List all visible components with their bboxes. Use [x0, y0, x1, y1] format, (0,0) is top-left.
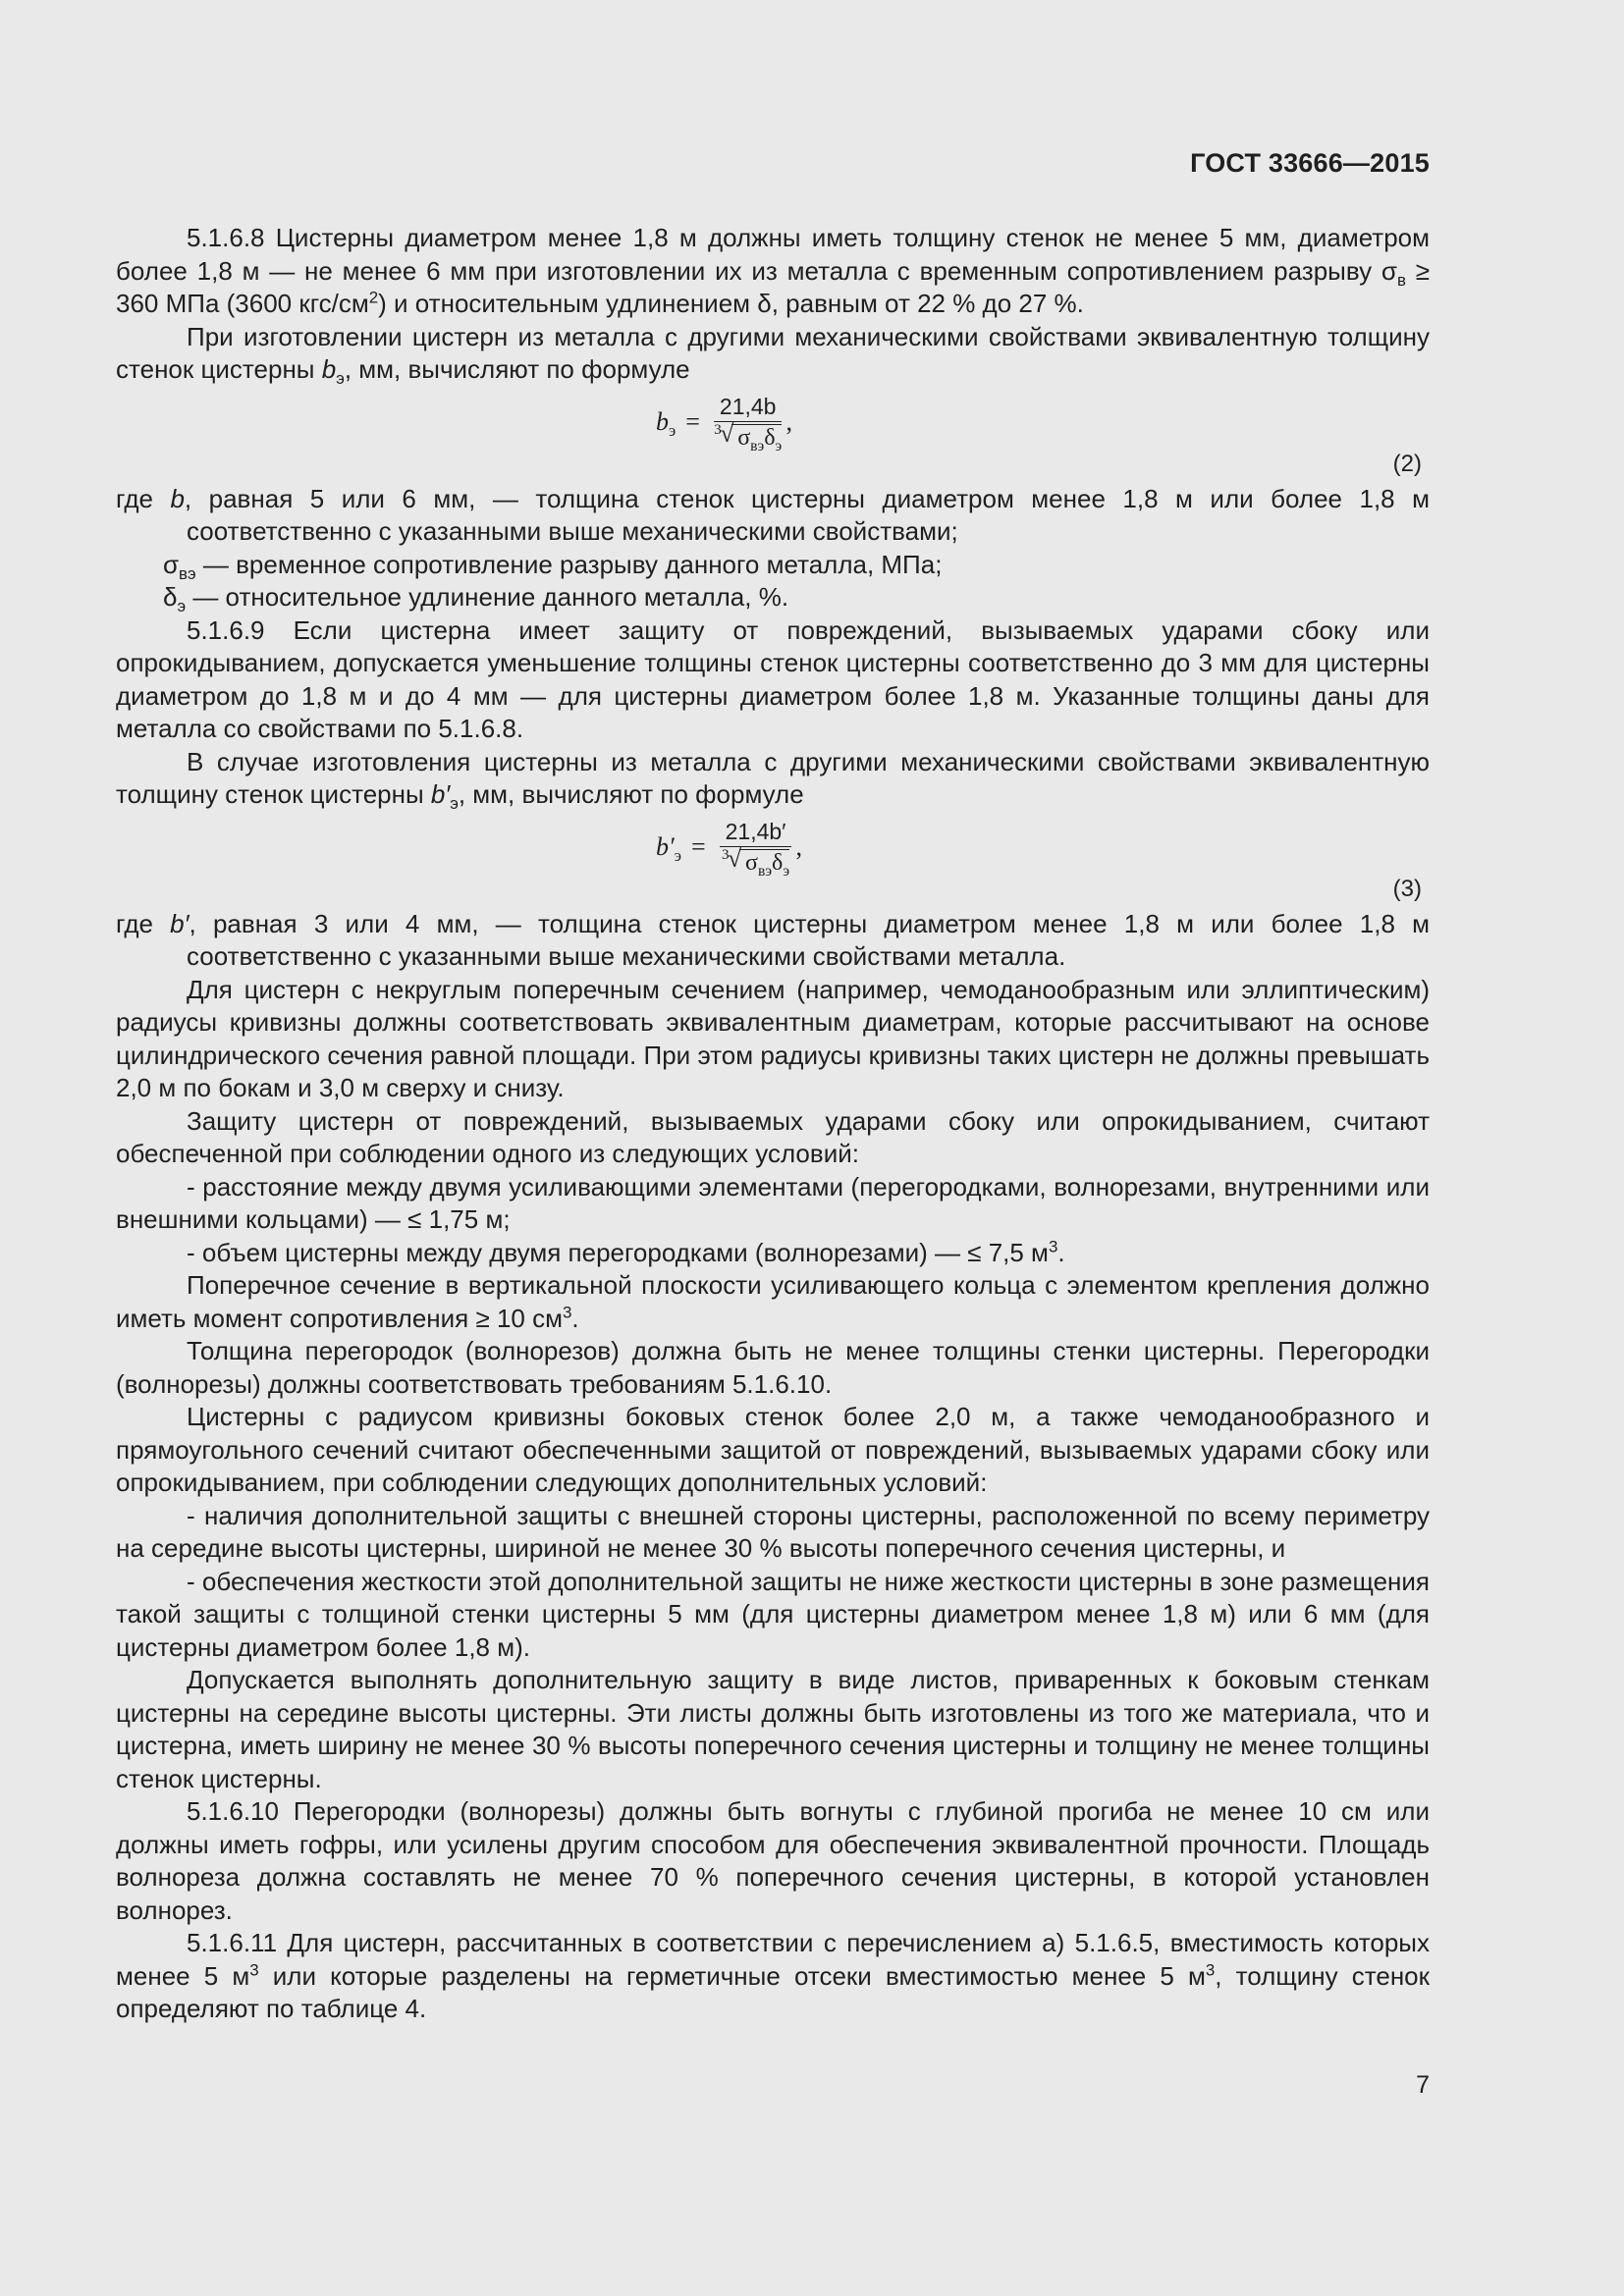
paragraph-equivalent-thickness-prime: В случае изготовления цистерны из металла с другими механическими свойствами эквивалентную толщину стенок цистерны $b'_э$, мм, вычисляют по формуле	[116, 746, 1430, 814]
document-code-header: ГОСТ 33666—2015	[1190, 148, 1430, 178]
formula-3-number: (3)	[1392, 875, 1422, 902]
paragraph-5-1-6-9: 5.1.6.9 Если цистерна имеет защиту от повреждений, вызываемых ударами сбоку или опрокидыванием, допускается уменьшение толщины стенок цистерны соответственно до 3 мм для цистерны диаметром до 1,8 м и до 4 мм — для цистерны диаметром более 1,8 м. Указанные толщины даны для металла со свойствами по 5.1.6.8.	[116, 614, 1430, 743]
formula-3	[116, 812, 1430, 908]
where-clause-3: где b′, равная 3 или 4 мм, — толщина стенок цистерны диаметром менее 1,8 м или более 1,8 м соответственно с указанными выше механическими свойствами металла.	[116, 908, 1430, 971]
document-body	[116, 222, 1430, 2026]
list-item-additional-protection: - наличия дополнительной защиты с внешней стороны цистерны, расположенной по всему периметру на середине высоты цистерны, шириной не менее 30 % высоты поперечного сечения цистерны, и	[116, 1500, 1430, 1563]
list-item-protection-stiffness: - обеспечения жесткости этой дополнительной защиты не ниже жесткости цистерны в зоне размещения такой защиты с толщиной стенки цистерны 5 мм (для цистерны диаметром менее 1,8 м) или 6 мм (для цистерны диаметром более 1,8 м).	[116, 1566, 1430, 1662]
list-item-reinforcement-distance: - расстояние между двумя усиливающими элементами (перегородками, волнорезами, внутренними или внешними кольцами) — ≤ 1,75 м;	[116, 1171, 1430, 1234]
paragraph-5-1-6-11: 5.1.6.11 Для цистерн, рассчитанных в соответствии с перечислением а) 5.1.6.5, вместимость которых менее 5 $м^3$ или которые разделены на герметичные отсеки вместимостью менее 5 $м^3$, толщину стенок определяют по таблице 4.	[116, 1928, 1431, 2023]
definition-sigma: $\sigma_{вэ}$ — временное сопротивление разрыву данного металла, МПа;	[163, 549, 943, 583]
paragraph-large-radius-tanks: Цистерны с радиусом кривизны боковых стенок более 2,0 м, а также чемоданообразного и прямоугольного сечений считают обеспеченными защитой от повреждений, вызываемых ударами сбоку или опрокидыванием, при соблюдении следующих дополнительных условий:	[116, 1402, 1430, 1497]
formula-2-number: (2)	[1392, 450, 1422, 477]
paragraph-5-1-6-8: 5.1.6.8 Цистерны диаметром менее 1,8 м должны иметь толщину стенок не менее 5 мм, диаметром более 1,8 м — не менее 6 мм при изготовлении их из металла с временным сопротивлением разрыву $\sigma_в \ge 360$ МПа (3600 кгс/$см^2$) и относительным удлинением δ, равным от 22 % до 27 %.	[116, 223, 1430, 318]
where-clause-2: где b, равная 5 или 6 мм, — толщина стенок цистерны диаметром менее 1,8 м или более 1,8 м соответственно с указанными выше механическими свойствами;	[116, 483, 1431, 546]
formula-2-fraction: 21,4b 3 √ $\sigma_{вэ}\delta_э$	[714, 393, 783, 454]
paragraph-baffle-thickness: Толщина перегородок (волнорезов) должна быть не менее толщины стенки цистерны. Перегородки (волнорезы) должны соответствовать требованиям 5.1.6.10.	[116, 1336, 1430, 1399]
paragraph-5-1-6-10: 5.1.6.10 Перегородки (волнорезы) должны быть вогнуты с глубиной прогиба не менее 10 см или должны иметь гофры, или усилены другим способом для обеспечения эквивалентной прочности. Площадь волнореза должна составлять не менее 70 % поперечного сечения цистерны, в которой установлен волнорез.	[116, 1796, 1430, 1925]
formula-2-cube-root: 3 √ $\sigma_{вэ}\delta_э$	[714, 418, 783, 454]
formula-2	[116, 387, 1430, 483]
paragraph-protection-conditions: Защиту цистерн от повреждений, вызываемых ударами сбоку или опрокидыванием, считают обеспеченной при соблюдении одного из следующих условий:	[116, 1105, 1430, 1168]
definition-delta: $\delta_э$ — относительное удлинение данного металла, %.	[163, 582, 789, 616]
paragraph-equivalent-thickness: При изготовлении цистерн из металла с другими механическими свойствами эквивалентную толщину стенок цистерны $b_э$, мм, вычисляют по формуле	[116, 321, 1430, 389]
formula-2-expression: $b_э$ = 21,4b 3 √ $\sigma_{вэ}\delta_э$ ,	[656, 393, 792, 454]
formula-3-cube-root: 3 √ $\sigma_{вэ}\delta_э$	[722, 843, 790, 880]
formula-3-fraction: 21,4b′ 3 √ $\sigma_{вэ}\delta_э$	[720, 818, 792, 877]
page-number: 7	[1416, 2071, 1430, 2099]
list-item-volume-between-baffles: - объем цистерны между двумя перегородками (волнорезами) — ≤ 7,5 $м^3$.	[187, 1236, 1065, 1267]
paragraph-protection-sheets: Допускается выполнять дополнительную защиту в виде листов, приваренных к боковым стенкам цистерны на середине высоты цистерны. Эти листы должны быть изготовлены из того же материала, что и цистерна, иметь ширину не менее 30 % высоты поперечного сечения цистерны и толщину не менее толщины стенок цистерны.	[116, 1665, 1430, 1793]
paragraph-noncircular-section: Для цистерн с некруглым поперечным сечением (например, чемоданообразным или эллиптическим) радиусы кривизны должны соответствовать эквивалентным диаметрам, которые рассчитывают на основе цилиндрического сечения равной площади. При этом радиусы кривизны таких цистерн не должны превышать 2,0 м по бокам и 3,0 м сверху и снизу.	[116, 974, 1430, 1102]
formula-3-expression: $b'_э$ = 21,4b′ 3 √ $\sigma_{вэ}\delta_э$ ,	[656, 818, 802, 880]
paragraph-ring-cross-section: Поперечное сечение в вертикальной плоскости усиливающего кольца с элементом крепления должно иметь момент сопротивления ≥ 10 $см^3$.	[116, 1270, 1430, 1333]
